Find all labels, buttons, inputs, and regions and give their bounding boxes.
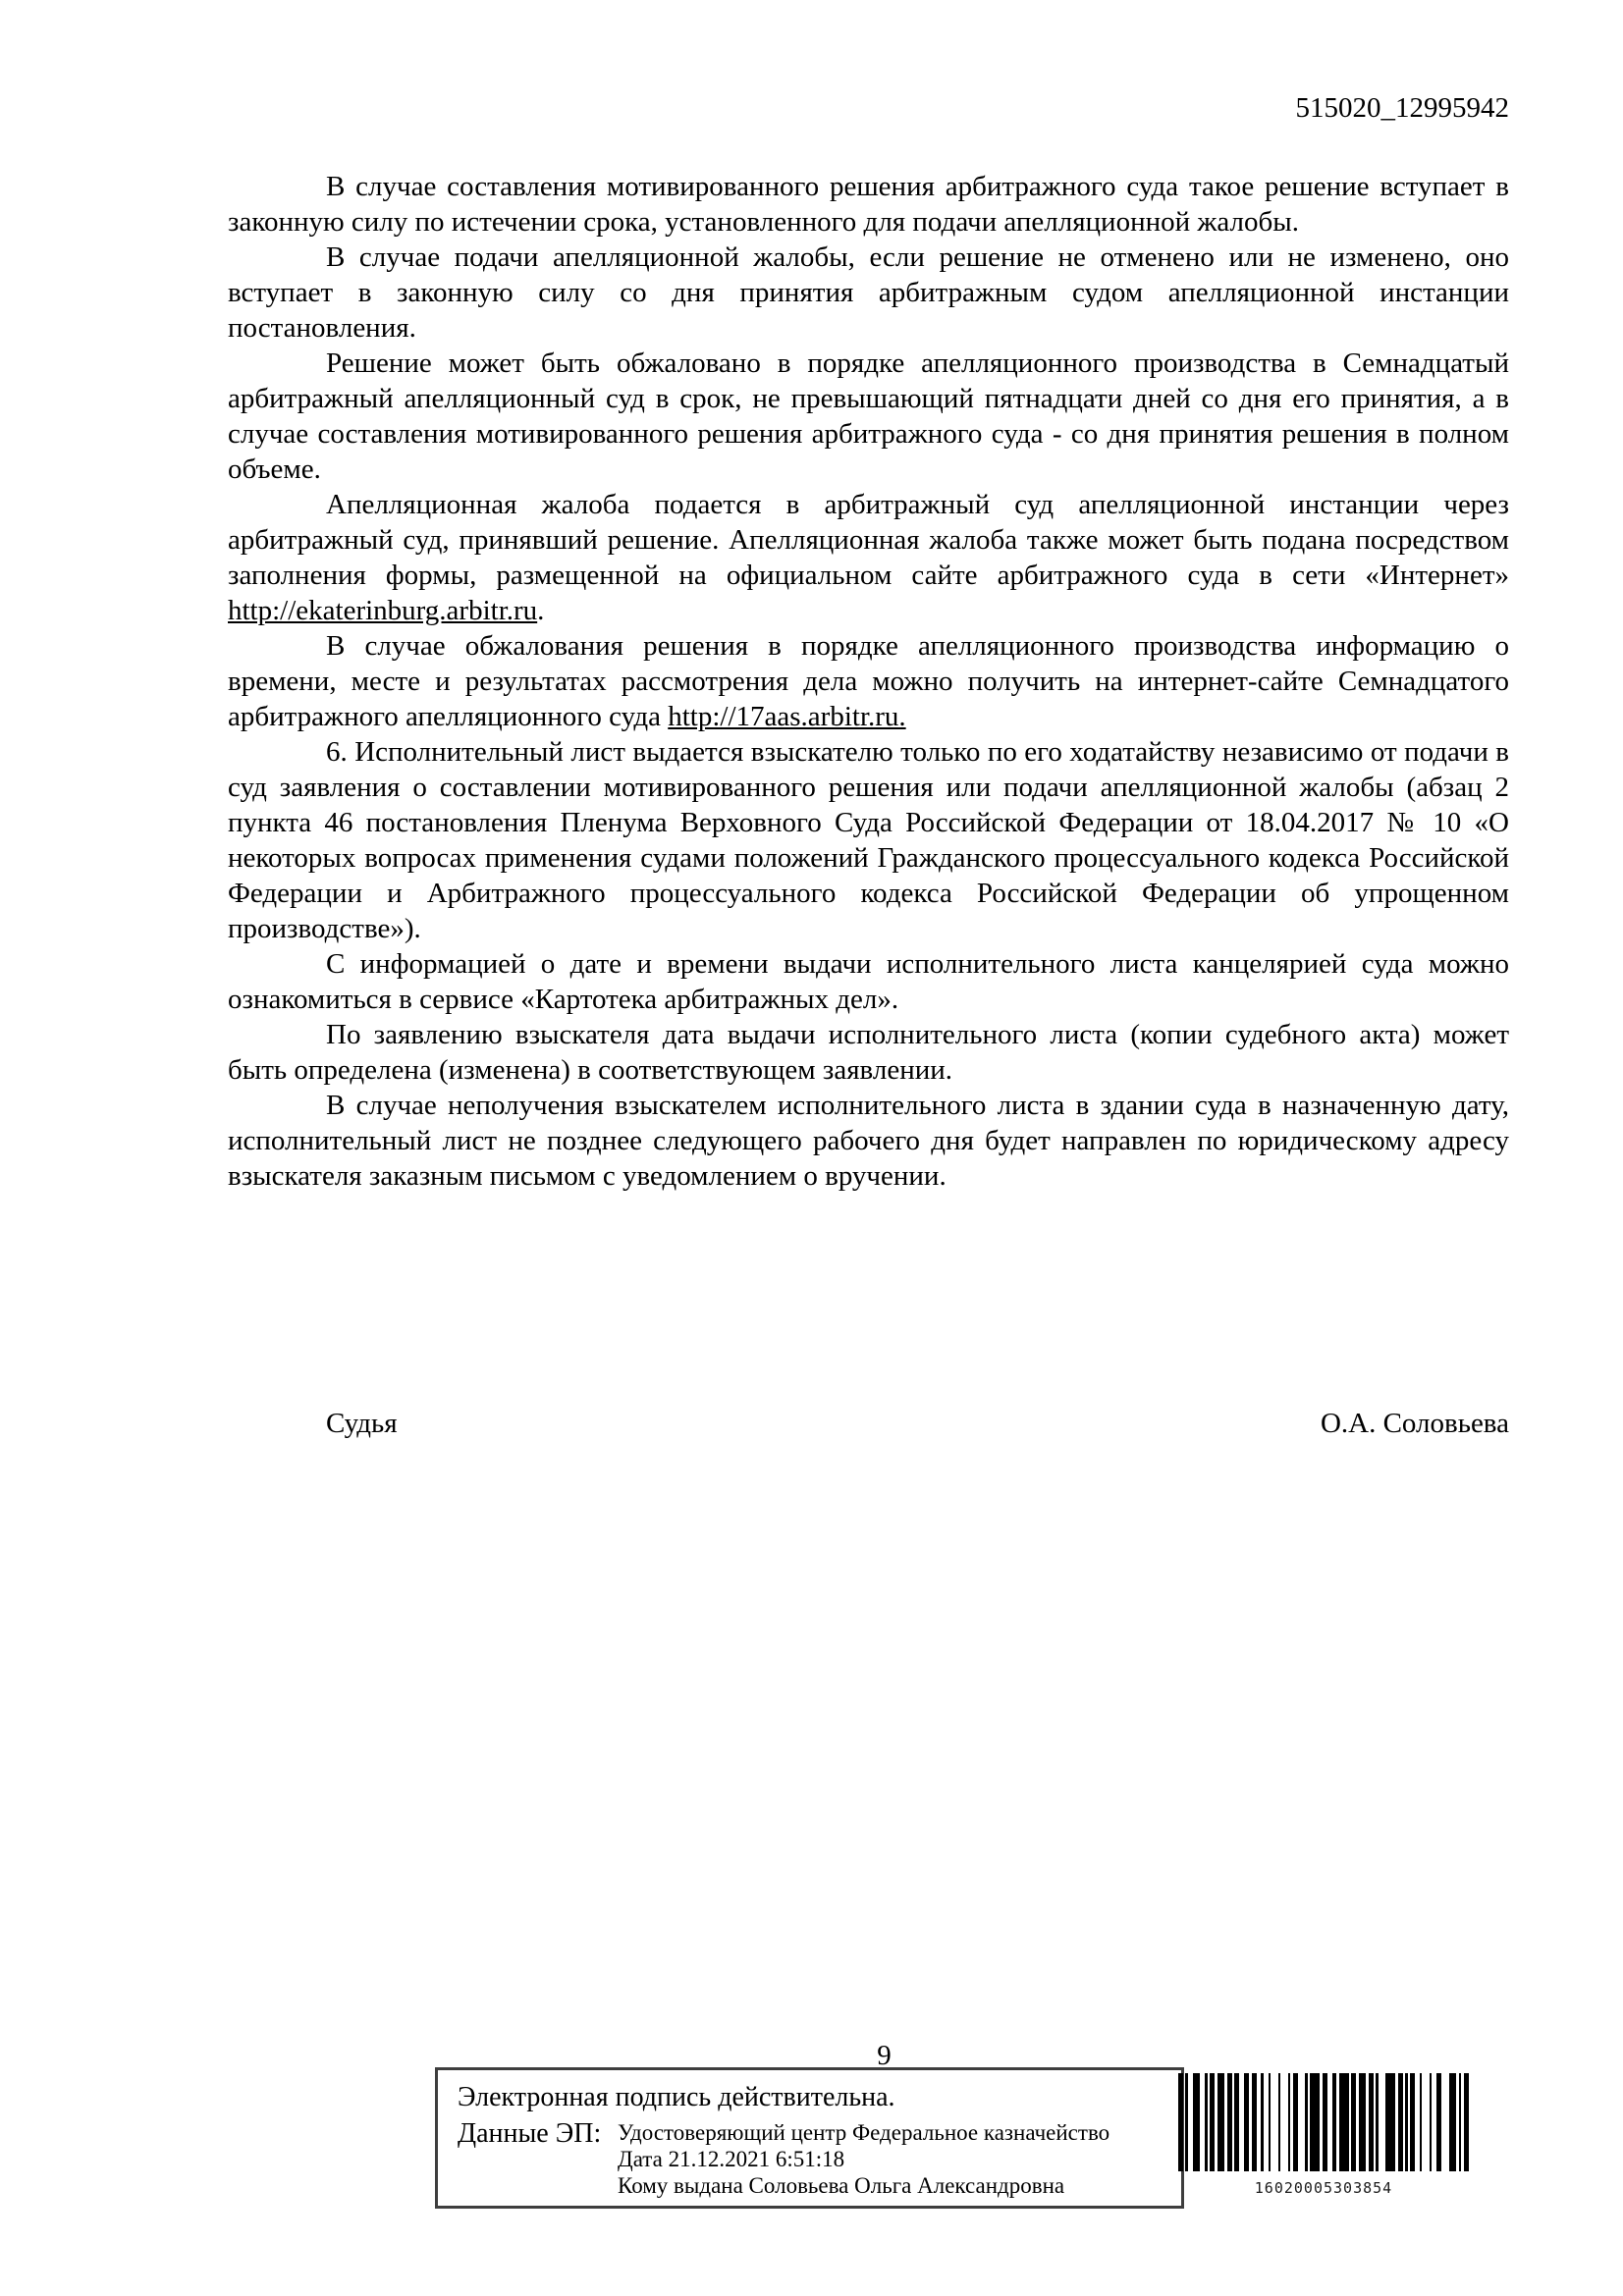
url-text: http://ekaterinburg.arbitr.ru — [228, 595, 538, 626]
barcode-block — [1178, 2073, 1469, 2197]
barcode — [1178, 2073, 1469, 2171]
barcode-value: 16020005303854 — [1254, 2179, 1393, 2197]
barcode-bar — [1449, 2073, 1456, 2171]
esign-data-row — [458, 2119, 1181, 2199]
esign-details — [618, 2119, 1109, 2199]
esign-data-label: Данные ЭП: — [458, 2118, 602, 2149]
barcode-bar — [1385, 2073, 1395, 2171]
paragraph-text: 6. Исполнительный лист выдается взыскателю только по его ходатайству независимо от подачи в суд заявления о составлении мотивированного решения или подачи апелляционной жалобы (абзац 2 пункта 46 постановления Пленума Верховного Суда Российской Федерации от 18.04.2017 № 10 «О некоторых вопросах применения судами положений Гражданского процессуального кодекса Российской Федерации и Арбитражного процессуального кодекса Российской Федерации об упрощенном производстве»). — [228, 736, 1509, 944]
barcode-space — [1280, 2073, 1287, 2171]
paragraph-text: В случае подачи апелляционной жалобы, если решение не отменено или не изменено, оно вступает в законную силу со дня принятия арбитражным судом апелляционной инстанции постановления. — [228, 241, 1509, 344]
paragraph — [228, 1017, 1509, 1088]
paragraph-text: Решение может быть обжаловано в порядке апелляционного производства в Семнадцатый арбитражный апелляционный суд в срок, не превышающий пятнадцати дней со дня его принятия, а в случае составления мотивированного решения арбитражного суда - со дня принятия решения в полном объеме. — [228, 347, 1509, 485]
barcode-bar — [1359, 2073, 1366, 2171]
paragraph — [228, 734, 1509, 946]
judge-name: О.А. Соловьева — [1320, 1408, 1509, 1439]
barcode-space — [1441, 2073, 1448, 2171]
barcode-space — [1422, 2073, 1429, 2171]
paragraph — [228, 169, 1509, 240]
signature-row — [228, 1406, 1509, 1441]
paragraph — [228, 628, 1509, 734]
barcode-bar — [1310, 2073, 1320, 2171]
paragraph — [228, 346, 1509, 487]
paragraph-text: В случае обжалования решения в порядке апелляционного производства информацию о времени, месте и результатах рассмотрения дела можно получить на интернет-сайте Семнадцатого арбитражного апелляционного суда — [228, 630, 1509, 732]
judge-role-label: Судья — [326, 1408, 398, 1439]
esign-stamp-box — [435, 2067, 1184, 2209]
paragraph — [228, 946, 1509, 1017]
document-body — [228, 169, 1509, 1194]
esign-status-line: Электронная подпись действительна. — [458, 2082, 895, 2112]
paragraph — [228, 487, 1509, 628]
barcode-space — [1379, 2073, 1385, 2171]
barcode-space — [1271, 2073, 1277, 2171]
paragraph-text: С информацией о дате и времени выдачи исполнительного листа канцелярией суда можно ознакомиться в сервисе «Картотека арбитражных дел». — [228, 948, 1509, 1015]
barcode-bar — [1193, 2073, 1200, 2171]
barcode-bar — [1339, 2073, 1349, 2171]
paragraph-text: По заявлению взыскателя дата выдачи исполнительного листа (копии судебного акта) может быть определена (изменена) в соответствующем заявлении. — [228, 1019, 1509, 1086]
paragraph — [228, 1088, 1509, 1194]
paragraph-text: В случае неполучения взыскателем исполнительного листа в здании суда в назначенную дату, исполнительный лист не позднее следующего рабочего дня будет направлен по юридическому адресу взыскателя заказным письмом с уведомлением о вручении. — [228, 1090, 1509, 1192]
document-header-code: 515020_12995942 — [1295, 92, 1509, 124]
esign-detail-line: Дата 21.12.2021 6:51:18 — [618, 2147, 845, 2171]
url-text: http://17aas.arbitr.ru. — [668, 701, 906, 732]
barcode-space — [1298, 2073, 1305, 2171]
barcode-bar — [1217, 2073, 1224, 2171]
paragraph-text: Апелляционная жалоба подается в арбитражный суд апелляционной инстанции через арбитражный суд, принявший решение. Апелляционная жалоба также может быть подана посредством заполнения формы, размещенной на официальном сайте арбитражного суда в сети «Интернет» — [228, 489, 1509, 591]
paragraph-text: . — [537, 595, 545, 626]
page-number: 9 — [877, 2040, 892, 2071]
barcode-bar — [1464, 2073, 1469, 2171]
paragraph — [228, 240, 1509, 346]
esign-detail-line: Удостоверяющий центр Федеральное казначейство — [618, 2120, 1110, 2145]
paragraph-text: В случае составления мотивированного решения арбитражного суда такое решение вступает в законную силу по истечении срока, установленного для подачи апелляционной жалобы. — [228, 171, 1509, 238]
esign-detail-line: Кому выдана Соловьева Ольга Александровна — [618, 2173, 1065, 2198]
